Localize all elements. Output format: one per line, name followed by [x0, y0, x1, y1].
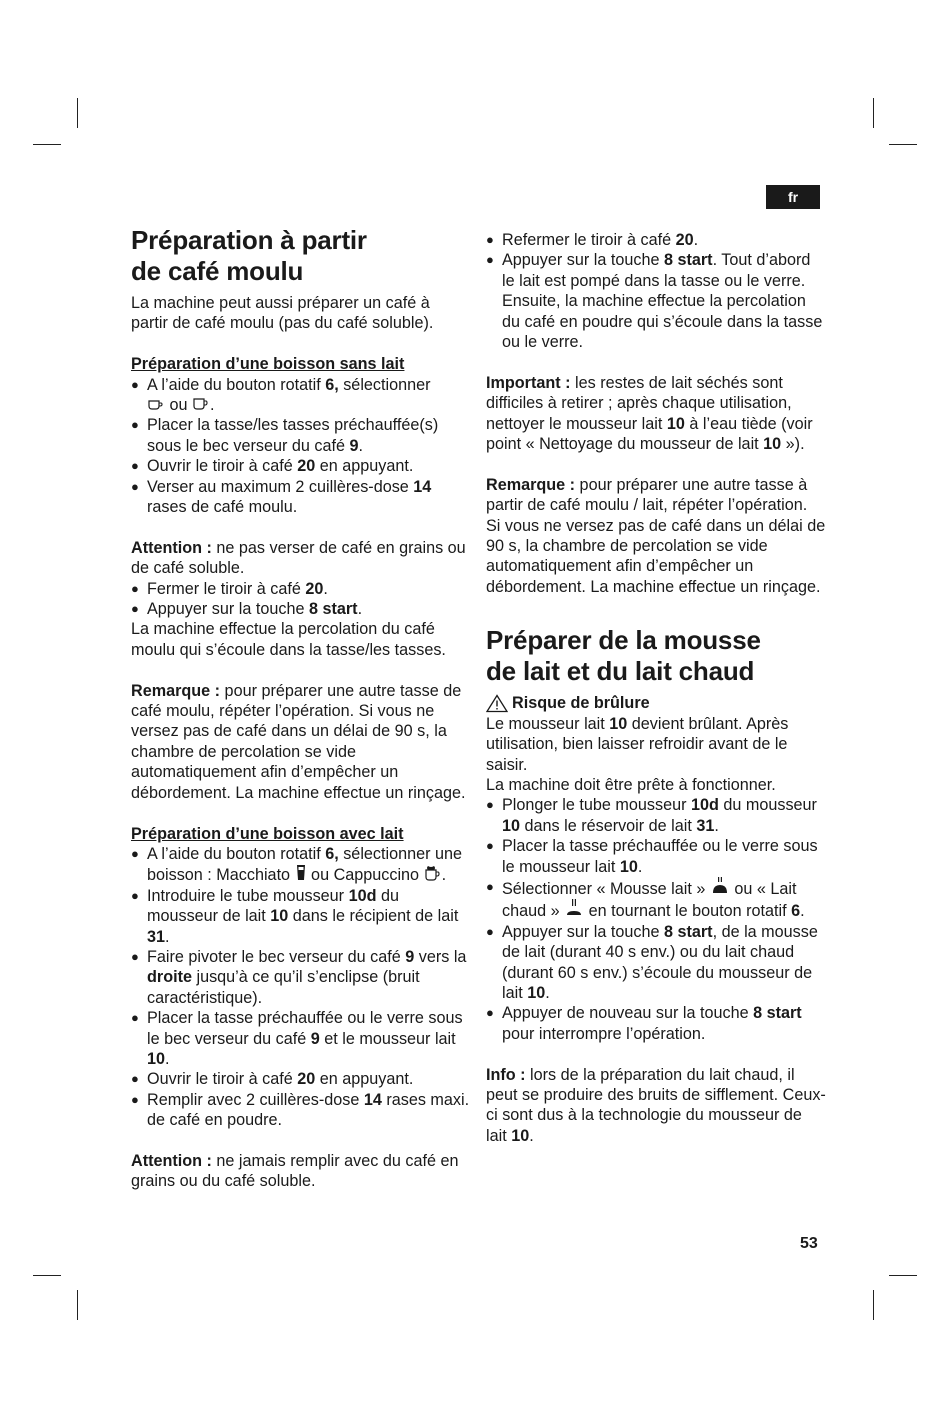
right-column — [486, 230, 826, 1146]
list-item: ● A l’aide du bouton rotatif 6, sélectionner une boisson : Macchiato ou Cappuccino . — [131, 844, 471, 886]
burn-warning: Risque de brûlure — [486, 693, 826, 713]
important-note: Important : les restes de lait séchés sont difficiles à retirer ; après chaque utilisation, nettoyer le mousseur lait 10 à l’eau tiède (voir point « Nettoyage du mousseur de lait 10 »). — [486, 373, 813, 454]
hot-milk-icon — [565, 899, 583, 917]
page-number: 53 — [800, 1235, 818, 1252]
list-item: ● Ouvrir le tiroir à café 20 en appuyant. — [131, 456, 471, 476]
section-title-ground-coffee: Préparation à partir de café moulu — [131, 225, 367, 286]
list-item: ● Faire pivoter le bec verseur du café 9 vers la droite jusqu’à ce qu’il s’enclipse (bruit caractéristique). — [131, 947, 471, 1008]
list-item: ● Fermer le tiroir à café 20. — [131, 579, 471, 599]
remark-note: Remarque : pour préparer une autre tasse à partir de café moulu / lait, répéter l’opération. Si vous ne versez pas de café dans un délai de 90 s, la chambre de percolation se vide automatiquement afin d’empêcher un débordement. La machine effectue un rinçage. — [486, 475, 826, 596]
milk-froth-icon — [711, 877, 729, 895]
crop-mark — [33, 1275, 61, 1276]
list-item: ● Verser au maximum 2 cuillères-dose 14 rases de café moulu. — [131, 477, 471, 518]
steps-without-milk — [131, 375, 471, 518]
steps-milk-froth — [486, 795, 826, 1044]
list-item: ● Appuyer de nouveau sur la touche 8 start pour interrompre l’opération. — [486, 1003, 826, 1044]
cappuccino-cup-icon — [425, 865, 441, 881]
crop-mark — [33, 144, 61, 145]
burn-warning-text: Le mousseur lait 10 devient brûlant. Après utilisation, bien laisser refroidir avant de le saisir. — [486, 714, 789, 774]
list-item: ● Plonger le tube mousseur 10d du mousseur 10 dans le réservoir de lait 31. — [486, 795, 826, 836]
steps-with-milk — [131, 844, 471, 1131]
large-cup-icon — [193, 398, 209, 411]
list-item: ● Placer la tasse préchauffée ou le verre sous le mousseur lait 10. — [486, 836, 826, 877]
list-item: ● Refermer le tiroir à café 20. — [486, 230, 826, 250]
macchiato-glass-icon — [296, 864, 306, 881]
list-item: ● A l’aide du bouton rotatif 6, sélectionner ou . — [131, 375, 471, 416]
list-item: ● Placer la tasse préchauffée ou le verre sous le bec verseur du café 9 et le mousseur lait 10. — [131, 1008, 471, 1069]
crop-mark — [77, 98, 78, 128]
attention-note: Attention : ne jamais remplir avec du café en grains ou du café soluble. — [131, 1151, 459, 1191]
intro-text: La machine peut aussi préparer un café à partir de café moulu (pas du café soluble). — [131, 294, 434, 333]
ready-text: La machine doit être prête à fonctionner. — [486, 775, 776, 794]
subheading-without-milk: Préparation d’une boisson sans lait — [131, 355, 405, 374]
list-item: ● Appuyer sur la touche 8 start, de la mousse de lait (durant 40 s env.) ou du lait chaud (durant 60 s env.) s’écoule du mousseur de lait 10. — [486, 922, 826, 1004]
cup-icon — [148, 399, 164, 411]
subheading-with-milk: Préparation d’une boisson avec lait — [131, 824, 404, 843]
info-note: Info : lors de la préparation du lait chaud, il peut se produire des bruits de sifflement. Ceux-ci sont dus à la technologie du mousseur de lait 10. — [486, 1065, 826, 1145]
list-item: ● Remplir avec 2 cuillères-dose 14 rases maxi. de café en poudre. — [131, 1090, 471, 1131]
list-item: ● Appuyer sur la touche 8 start. — [131, 599, 471, 619]
crop-mark — [889, 144, 917, 145]
list-item: ● Placer la tasse/les tasses préchauffée(s) sous le bec verseur du café 9. — [131, 415, 471, 456]
list-item: ● Appuyer sur la touche 8 start. Tout d’abord le lait est pompé dans la tasse ou le verre. Ensuite, la machine effectue la percolation du café en poudre qui s’écoule dans la tasse ou le verre. — [486, 250, 826, 352]
crop-mark — [873, 1290, 874, 1320]
list-item: ● Ouvrir le tiroir à café 20 en appuyant. — [131, 1069, 471, 1089]
remark-note: Remarque : pour préparer une autre tasse de café moulu, répéter l’opération. Si vous ne versez pas de café dans un délai de 90 s, la chambre de percolation se vide automatiquement afin d’empêcher un débordement. La machine effectue un rinçage. — [131, 681, 466, 802]
percolation-text: La machine effectue la percolation du café moulu qui s’écoule dans la tasse/les tasses. — [131, 620, 446, 659]
language-tab: fr — [766, 185, 820, 209]
left-column — [131, 225, 471, 1192]
crop-mark — [873, 98, 874, 128]
list-item: ● Sélectionner « Mousse lait » ou « Lait chaud » en tournant le bouton rotatif 6. — [486, 877, 826, 922]
warning-triangle-icon — [486, 694, 508, 713]
attention-note: Attention : ne pas verser de café en grains ou de café soluble. — [131, 538, 466, 578]
list-item: ● Introduire le tube mousseur 10d du mousseur de lait 10 dans le récipient de lait 31. — [131, 886, 471, 947]
section-title-milk-froth: Préparer de la mousse de lait et du lait chaud — [486, 625, 761, 687]
crop-mark — [77, 1290, 78, 1320]
crop-mark — [889, 1275, 917, 1276]
